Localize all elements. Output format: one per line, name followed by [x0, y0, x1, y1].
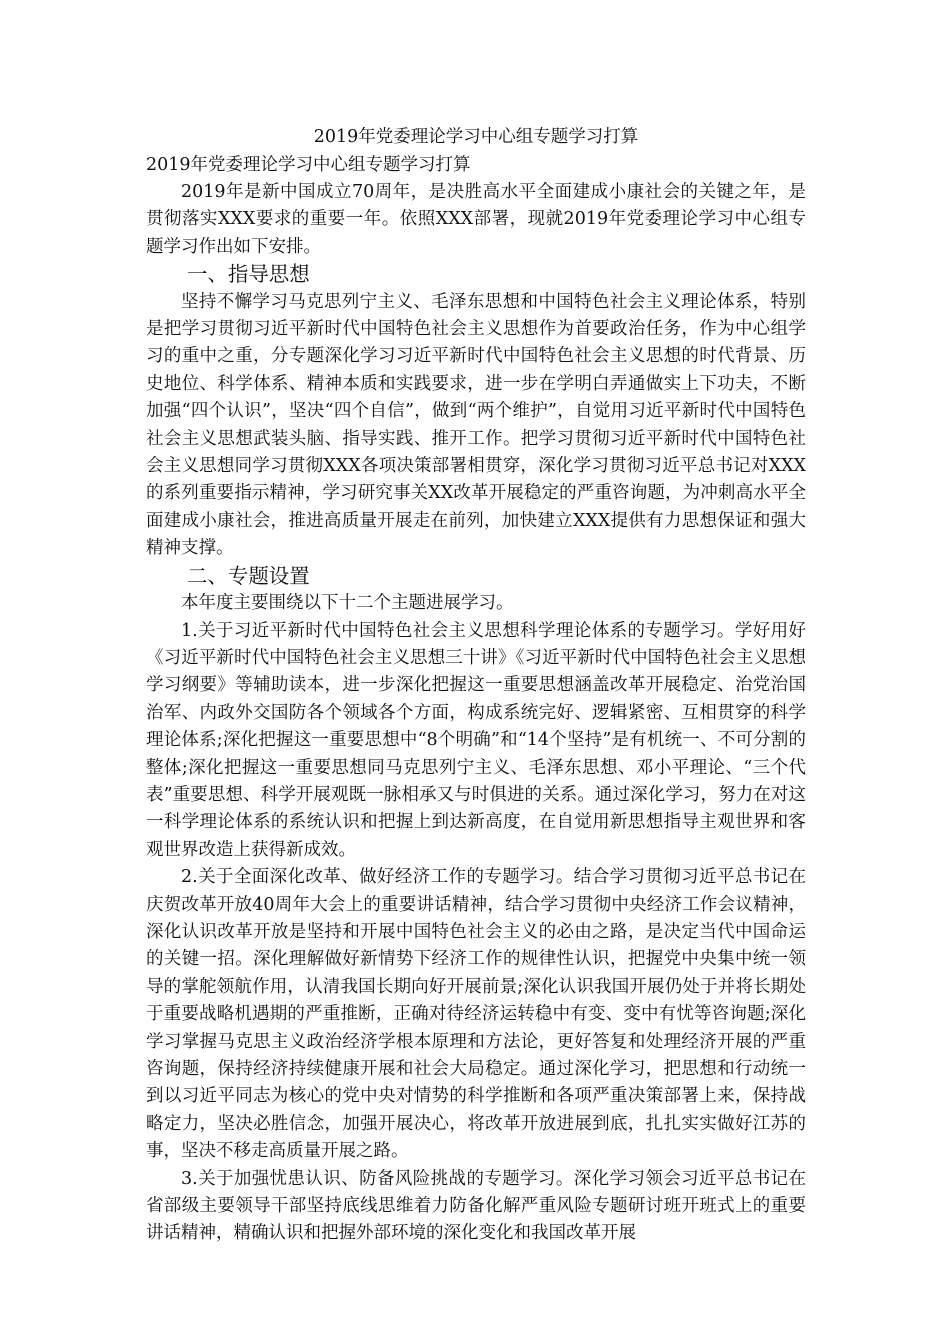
section-heading-guiding-ideology: 一、指导思想: [186, 262, 310, 287]
document-title: 2019年党委理论学习中心组专题学习打算: [313, 127, 639, 147]
document-page: [146, 122, 806, 1248]
section-heading-topics: 二、专题设置: [186, 563, 310, 588]
topics-intro-paragraph: 本年度主要围绕以下十二个主题进展学习。: [181, 593, 514, 614]
document-subtitle: 2019年党委理论学习中心组专题学习打算: [146, 155, 471, 175]
intro-paragraph: 2019年是新中国成立70周年，是决胜高水平全面建成小康社会的关键之年，是贯彻落实XXX要求的重要一年。依照XXX部署，现就2019年党委理论学习中心组专题学习作出如下安排。: [146, 182, 806, 257]
topic-3-paragraph: 3.关于加强忧患认识、防备风险挑战的专题学习。深化学习领会习近平总书记在省部级主要领导干部坚持底线思维着力防备化解严重风险专题研讨班开班式上的重要讲话精神，精确认识和把握外部环境的深化变化和我国改革开展: [146, 1168, 806, 1244]
topic-1-paragraph: 1.关于习近平新时代中国特色社会主义思想科学理论体系的专题学习。学好用好《习近平新时代中国特色社会主义思想三十讲》《习近平新时代中国特色社会主义思想学习纲要》等辅助读本，进一步深化把握这一重要思想涵盖改革开展稳定、治党治国治军、内政外交国防各个领域各个方面，构成系统完好、逻辑紧密、互相贯穿的科学理论体系;深化把握这一重要思想中“8个明确”和“14个坚持”是有机统一、不可分割的整体;深化把握这一重要思想同马克思列宁主义、毛泽东思想、邓小平理论、“三个代表”重要思想、科学开展观既一脉相承又与时俱进的关系。通过深化学习，努力在对这一科学理论体系的系统认识和把握上到达新高度，在自觉用新思想指导主观世界和客观世界改造上获得新成效。: [146, 620, 806, 860]
guiding-ideology-paragraph: 坚持不懈学习马克思列宁主义、毛泽东思想和中国特色社会主义理论体系，特别是把学习贯彻习近平新时代中国特色社会主义思想作为首要政治任务，作为中心组学习的重中之重，分专题深化学习习近平新时代中国特色社会主义思想的时代背景、历史地位、科学体系、精神本质和实践要求，进一步在学明白弄通做实上下功夫，不断加强“四个认识”，坚决“四个自信”，做到“两个维护”，自觉用习近平新时代中国特色社会主义思想武装头脑、指导实践、推开工作。把学习贯彻习近平新时代中国特色社会主义思想同学习贯彻XXX各项决策部署相贯穿，深化学习贯彻习近平总书记对XXX的系列重要指示精神，学习研究事关XX改革开展稳定的严重咨询题，为冲刺高水平全面建成小康社会，推进高质量开展走在前列，加快建立XXX提供有力思想保证和强大精神支撑。: [146, 291, 806, 559]
topic-2-paragraph: 2.关于全面深化改革、做好经济工作的专题学习。结合学习贯彻习近平总书记在庆贺改革开放40周年大会上的重要讲话精神，结合学习贯彻中央经济工作会议精神，深化认识改革开放是坚持和开展中国特色社会主义的必由之路，是决定当代中国命运的关键一招。深化理解做好新情势下经济工作的规律性认识，把握党中央集中统一领导的掌舵领航作用，认清我国长期向好开展前景;深化认识我国开展仍处于并将长期处于重要战略机遇期的严重推断，正确对待经济运转稳中有变、变中有忧等咨询题;深化学习掌握马克思主义政治经济学根本原理和方法论，更好答复和处理经济开展的严重咨询题，保持经济持续健康开展和社会大局稳定。通过深化学习，把思想和行动统一到以习近平同志为核心的党中央对情势的科学推断和各项严重决策部署上来，保持战略定力，坚决必胜信念，加强开展决心，将改革开放进展到底，扎扎实实做好江苏的事，坚决不移走高质量开展之路。: [146, 867, 806, 1162]
